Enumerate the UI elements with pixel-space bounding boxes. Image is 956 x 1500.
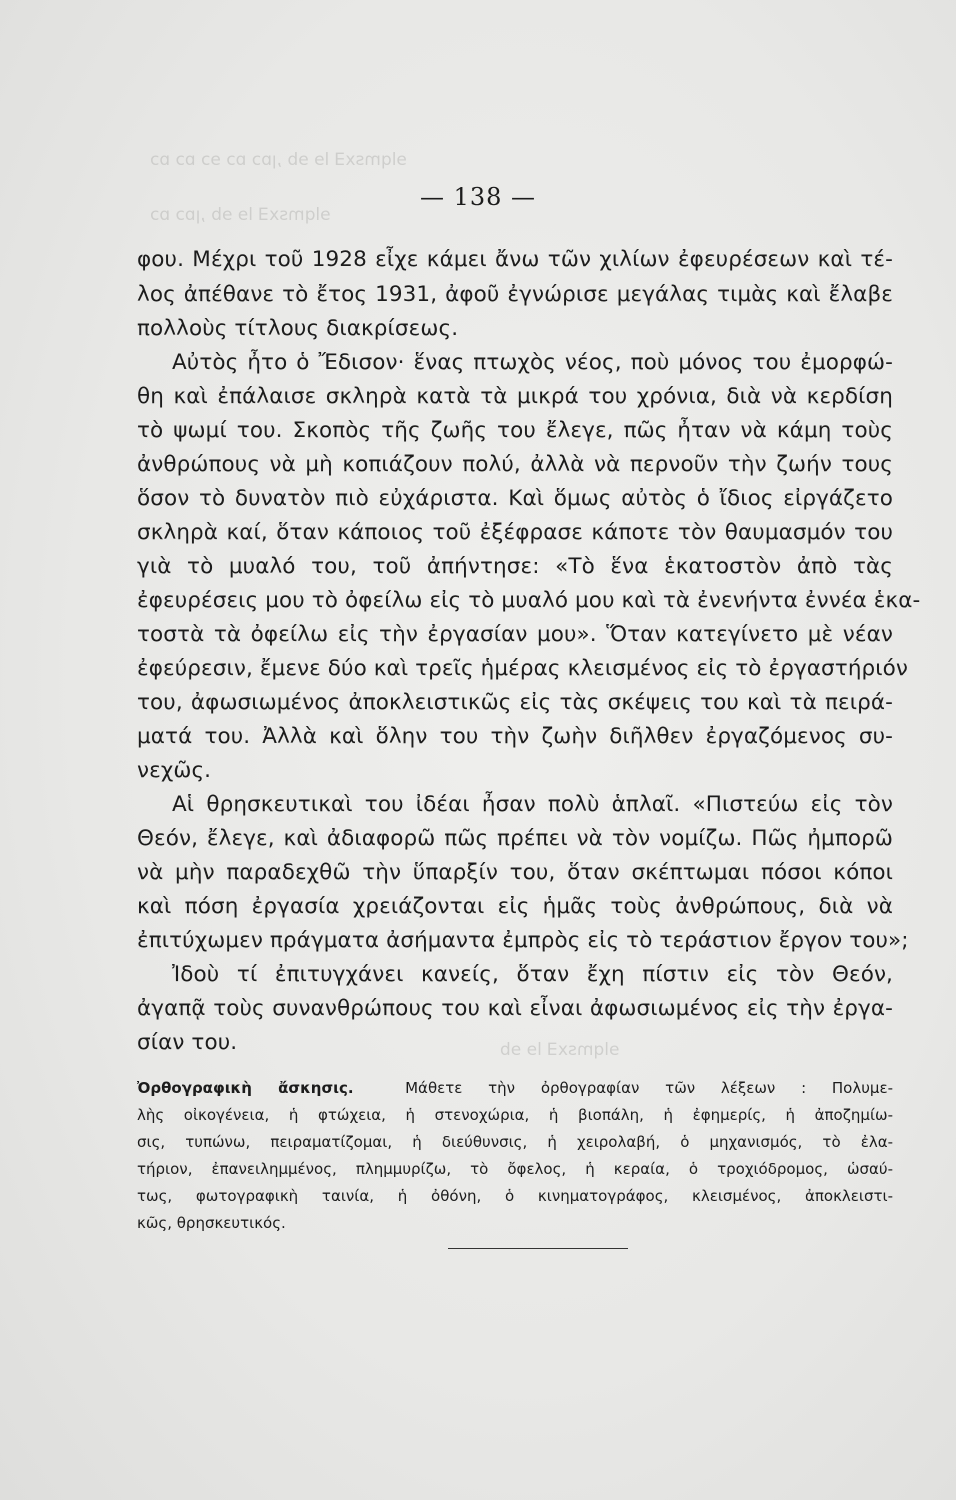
body-line: Αὐτὸς ἦτο ὁ Ἔδισον· ἕνας πτωχὸς νέος, ποὺ μόνος του ἐμορφώ- <box>172 350 893 375</box>
exercise-line: κῶς, θρησκευτικός. <box>137 1214 286 1232</box>
body-line: Αἱ θρησκευτικαὶ του ἰδέαι ἦσαν πολὺ ἁπλαῖ. «Πιστεύω εἰς τὸν <box>172 792 893 817</box>
body-line: πολλοὺς τίτλους διακρίσεως. <box>137 316 459 341</box>
show-through-text: ɘlqmsx∃ lɘ ɘb ,ꞁɒɔ ɒɔ ɘɔ ɒɔ ɒɔ <box>150 150 407 170</box>
exercise-first-line <box>137 1077 893 1099</box>
body-line: θη καὶ ἐπάλαισε σκληρὰ κατὰ τὰ μικρά του χρόνια, διὰ νὰ κερδίση <box>137 384 893 409</box>
show-through-text: ɘlqmsx∃ lɘ ɘb ,ꞁɒɔ ɒɔ <box>150 205 331 225</box>
exercise-line: Μάθετε τὴν ὀρθογραφίαν τῶν λέξεων : Πολυμε- <box>405 1079 893 1097</box>
section-divider <box>448 1248 628 1249</box>
body-line: καὶ πόση ἐργασία χρειάζονται εἰς ἡμᾶς τοὺς ἀνθρώπους, διὰ νὰ <box>137 894 893 919</box>
body-line: σκληρὰ καί, ὅταν κάποιος τοῦ ἐξέφρασε κάποτε τὸν θαυμασμόν του <box>137 520 893 545</box>
body-line: ἀνθρώπους νὰ μὴ κοπιάζουν πολύ, ἀλλὰ νὰ περνοῦν τὴν ζωήν τους <box>137 452 893 477</box>
body-line: ἐφεύρεσιν, ἔμενε δύο καὶ τρεῖς ἡμέρας κλεισμένος εἰς τὸ ἐργαστήριόν <box>137 656 909 681</box>
body-line: λος ἀπέθανε τὸ ἔτος 1931, ἀφοῦ ἐγνώρισε μεγάλας τιμὰς καὶ ἔλαβε <box>137 282 893 307</box>
exercise-line: τήριον, ἐπανειλημμένος, πλημμυρίζω, τὸ ὄφελος, ἡ κεραία, ὁ τροχιόδρομος, ὡσαύ- <box>137 1160 893 1178</box>
exercise-line: σις, τυπώνω, πειραματίζομαι, ἡ διεύθυνσις, ἡ χειρολαβή, ὁ μηχανισμός, τὸ ἐλα- <box>137 1133 893 1151</box>
body-line: Ἰδοὺ τί ἐπιτυγχάνει κανείς, ὅταν ἔχη πίστιν εἰς τὸν Θεόν, <box>172 962 893 987</box>
body-line: γιὰ τὸ μυαλό του, τοῦ ἀπήντησε: «Τὸ ἕνα ἑκατοστὸν ἀπὸ τὰς <box>137 554 893 579</box>
show-through-text: ɘlqmsx∃ lɘ ɘb <box>500 1040 620 1060</box>
body-line: νὰ μὴν παραδεχθῶ τὴν ὕπαρξίν του, ὅταν σκέπτωμαι πόσοι κόποι <box>137 860 893 885</box>
body-line: σίαν του. <box>137 1030 238 1055</box>
body-line: ἐπιτύχωμεν πράγματα ἀσήμαντα ἐμπρὸς εἰς τὸ τεράστιον ἔργον του»; <box>137 928 909 953</box>
body-line: νεχῶς. <box>137 758 212 783</box>
body-line: τὸ ψωμί του. Σκοπὸς τῆς ζωῆς του ἔλεγε, πῶς ἦταν νὰ κάμη τοὺς <box>137 418 893 443</box>
body-line: Θεόν, ἔλεγε, καὶ ἀδιαφορῶ πῶς πρέπει νὰ τὸν νομίζω. Πῶς ἠμπορῶ <box>137 826 893 851</box>
body-line: ἐφευρέσεις μου τὸ ὀφείλω εἰς τὸ μυαλό μου καὶ τὰ ἐνενήντα ἐννέα ἑκα- <box>137 588 921 613</box>
body-line: ὅσον τὸ δυνατὸν πιὸ εὐχάριστα. Καὶ ὅμως αὐτὸς ὁ ἴδιος εἰργάζετο <box>137 486 893 511</box>
body-line: τοστὰ τὰ ὀφείλω εἰς τὴν ἐργασίαν μου». Ὅταν κατεγίνετο μὲ νέαν <box>137 622 893 647</box>
body-line: του, ἀφωσιωμένος ἀποκλειστικῶς εἰς τὰς σκέψεις του καὶ τὰ πειρά- <box>137 690 893 715</box>
body-line: ἀγαπᾷ τοὺς συνανθρώπους του καὶ εἶναι ἀφωσιωμένος εἰς τὴν ἐργα- <box>137 996 893 1021</box>
body-line: ματά του. Ἀλλὰ καὶ ὅλην του τὴν ζωὴν διῆλθεν ἐργαζόμενος συ- <box>137 724 893 749</box>
exercise-title: Ὀρθογραφικὴ ἄσκησις. <box>137 1079 354 1097</box>
exercise-line: τως, φωτογραφικὴ ταινία, ἡ ὀθόνη, ὁ κινηματογράφος, κλεισμένος, ἀποκλειστι- <box>137 1187 893 1205</box>
body-line: φου. Μέχρι τοῦ 1928 εἶχε κάμει ἄνω τῶν χιλίων ἐφευρέσεων καὶ τέ- <box>137 247 893 272</box>
page-number: — 138 — <box>419 183 537 211</box>
exercise-line: λὴς οἰκογένεια, ἡ φτώχεια, ἡ στενοχώρια, ἡ βιοπάλη, ἡ ἐφημερίς, ἡ ἀποζημίω- <box>137 1106 893 1124</box>
